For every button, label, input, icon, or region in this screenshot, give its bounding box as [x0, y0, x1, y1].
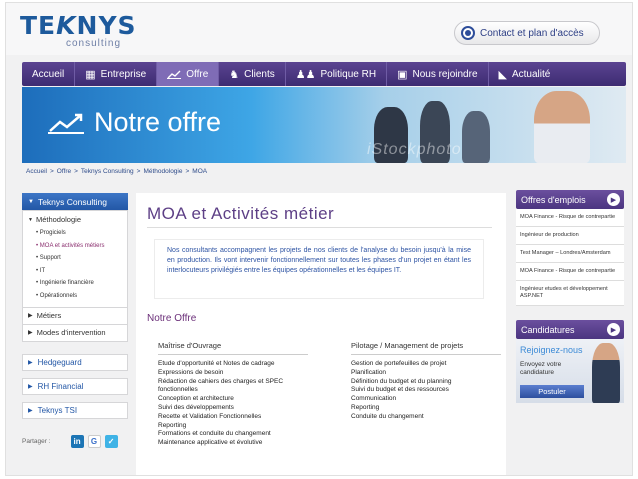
nav-item-accueil[interactable]: Accueil	[22, 62, 75, 86]
job-offer-item[interactable]: MOA Finance - Risque de contrepartie	[516, 209, 624, 227]
target-icon	[461, 26, 475, 40]
teknys-logo[interactable]	[20, 13, 150, 51]
sidebar-leaf-support[interactable]: • Support	[36, 255, 61, 262]
list-item: Expressions de besoin	[158, 368, 224, 376]
trend-icon	[48, 112, 84, 134]
sidebar-link-hedgeguard[interactable]: ▶ Hedgeguard	[22, 354, 128, 371]
linkedin-icon[interactable]: in	[71, 435, 84, 448]
list-item: Gestion de portefeuilles de projet	[351, 360, 447, 367]
sidebar-item-modes-intervention[interactable]: ▶ Modes d'intervention	[22, 325, 128, 342]
promo-photo-person	[592, 343, 620, 403]
title-divider	[147, 227, 492, 228]
banner-photo-person	[534, 91, 590, 163]
main-content	[136, 193, 506, 476]
contact-button[interactable]	[454, 21, 600, 45]
nav-item-nous-rejoindre[interactable]: ▣ Nous rejoindre	[387, 62, 488, 86]
triangle-right-icon: ▶	[28, 407, 33, 414]
job-offer-item[interactable]: Ingénieur etudes et développement ASP.NET	[516, 281, 624, 306]
sidebar-item-metiers[interactable]: ▶ Métiers	[22, 308, 128, 325]
list-item: Suivi du budget et des ressources	[351, 386, 449, 394]
sidebar-leaf-ingenierie[interactable]: • Ingénierie financière	[36, 280, 94, 287]
candidatures-header[interactable]: Candidatures ▶	[516, 320, 624, 339]
sidebar-leaf-progiciels[interactable]: • Progiciels	[36, 230, 66, 236]
list-item: Conduite du changement	[351, 412, 424, 420]
sidebar-submenu	[22, 210, 128, 308]
triangle-right-icon: ▶	[28, 383, 33, 390]
nav-item-offre[interactable]: Offre	[157, 62, 219, 86]
breadcrumb-current: MOA	[192, 168, 208, 175]
nav-item-clients[interactable]: ♞ Clients	[219, 62, 285, 86]
hero-banner	[22, 87, 626, 163]
list-item: Reporting	[158, 421, 187, 429]
logo-wordmark: TEKNYS	[20, 11, 137, 40]
list-item: Formations et conduite du changement	[158, 430, 271, 438]
trend-icon	[167, 70, 181, 79]
column-heading: Maîtrise d'Ouvrage	[158, 341, 308, 355]
offer-column-pilotage	[351, 341, 521, 422]
photo-watermark: iStockphoto	[367, 141, 462, 158]
sidebar-leaf-it[interactable]: • IT	[36, 267, 46, 274]
google-icon[interactable]: G	[88, 435, 101, 448]
list-item: fonctionnelles	[158, 386, 198, 394]
sidebar-leaf-operationnels[interactable]: • Opérationnels	[36, 292, 78, 299]
arrow-right-icon[interactable]: ▶	[607, 323, 620, 336]
candidatures-block	[516, 320, 624, 403]
triangle-down-icon: ▼	[28, 198, 34, 205]
page-title: MOA et Activités métier	[147, 204, 335, 223]
list-item: Recette et Validation Fonctionnelles	[158, 412, 262, 420]
list-item: Etude d'opportunité et Notes de cadrage	[158, 360, 275, 367]
triangle-down-icon: ▼	[28, 216, 33, 223]
candidature-promo	[516, 339, 624, 403]
list-item: Reporting	[351, 403, 380, 411]
postuler-button[interactable]: Postuler	[520, 385, 584, 398]
sidebar-link-teknys-tsi[interactable]: ▶ Teknys TSI	[22, 402, 128, 419]
sidebar-leaf-moa[interactable]: • MOA et activités métiers	[36, 242, 105, 249]
sidebar	[22, 193, 128, 419]
triangle-right-icon: ▶	[28, 330, 33, 337]
triangle-right-icon: ▶	[28, 313, 33, 320]
page	[5, 2, 633, 476]
twitter-icon[interactable]: ✓	[105, 435, 118, 448]
arrow-right-icon[interactable]: ▶	[607, 193, 620, 206]
share-label: Partager :	[22, 438, 51, 445]
people-icon: ♟♟	[295, 68, 316, 81]
contact-label: Contact et plan d'accès	[480, 27, 584, 39]
door-icon: ▣	[397, 68, 408, 81]
job-offer-item[interactable]: Ingénieur de production	[516, 227, 624, 245]
column-heading: Pilotage / Management de projets	[351, 341, 501, 355]
nav-item-actualite[interactable]: ◣ Actualité	[498, 68, 551, 81]
offer-column-moa	[158, 341, 328, 448]
job-offer-item[interactable]: Test Manager – Londres/Amsterdam	[516, 245, 624, 263]
triangle-right-icon: ▶	[28, 359, 33, 366]
promo-headline: Rejoignez-nous	[520, 345, 583, 355]
job-offer-item[interactable]: MOA Finance - Risque de contrepartie	[516, 263, 624, 281]
list-item: Conception et architecture	[158, 395, 234, 403]
breadcrumb-item[interactable]: Offre	[56, 168, 72, 175]
intro-box: Nos consultants accompagnent les projets de nos clients de l'analyse du besoin jusqu'à la mise en production. Ils vont intervenir fonctionnellement sur toutes les phases d'un projet en étant les interlocuteurs privilégiés entre les équipes opérationnelles et les équipes IT.	[154, 239, 484, 299]
banner-title: Notre offre	[48, 107, 221, 138]
building-icon: ▦	[85, 68, 96, 81]
banner-photo-person	[462, 111, 490, 163]
list-item: Communication	[351, 395, 397, 403]
promo-text: Envoyez votre candidature	[520, 361, 562, 376]
job-offers-header[interactable]: Offres d'emplois ▶	[516, 190, 624, 209]
share-bar	[22, 435, 118, 448]
breadcrumb-item[interactable]: Teknys Consulting	[80, 168, 134, 175]
sidebar-item-methodologie[interactable]: ▼ Méthodologie	[28, 215, 81, 224]
header	[6, 3, 633, 55]
list-item: Maintenance applicative et évolutive	[158, 439, 263, 447]
breadcrumb: Accueil > Offre > Teknys Consulting > Méthodologie > MOA	[26, 168, 208, 175]
sidebar-link-rh-financial[interactable]: ▶ RH Financial	[22, 378, 128, 395]
breadcrumb-item[interactable]: Méthodologie	[143, 168, 183, 175]
logo-subtitle: consulting	[66, 38, 122, 49]
right-column	[516, 190, 624, 403]
main-nav	[22, 62, 626, 86]
sidebar-head-teknys-consulting[interactable]: ▼ Teknys Consulting	[22, 193, 128, 210]
megaphone-icon: ◣	[498, 68, 507, 81]
person-icon: ♞	[229, 68, 240, 81]
nav-item-entreprise[interactable]: ▦ Entreprise	[75, 62, 157, 86]
list-item: Planification	[351, 368, 387, 376]
breadcrumb-item[interactable]: Accueil	[26, 168, 47, 175]
list-item: Suivi des développements	[158, 403, 234, 411]
list-item: Rédaction de cahiers des charges et SPEC	[158, 377, 284, 385]
section-title: Notre Offre	[147, 313, 197, 324]
list-item: Définition du budget et du planning	[351, 377, 452, 385]
nav-item-politique-rh[interactable]: ♟♟ Politique RH	[286, 62, 387, 86]
